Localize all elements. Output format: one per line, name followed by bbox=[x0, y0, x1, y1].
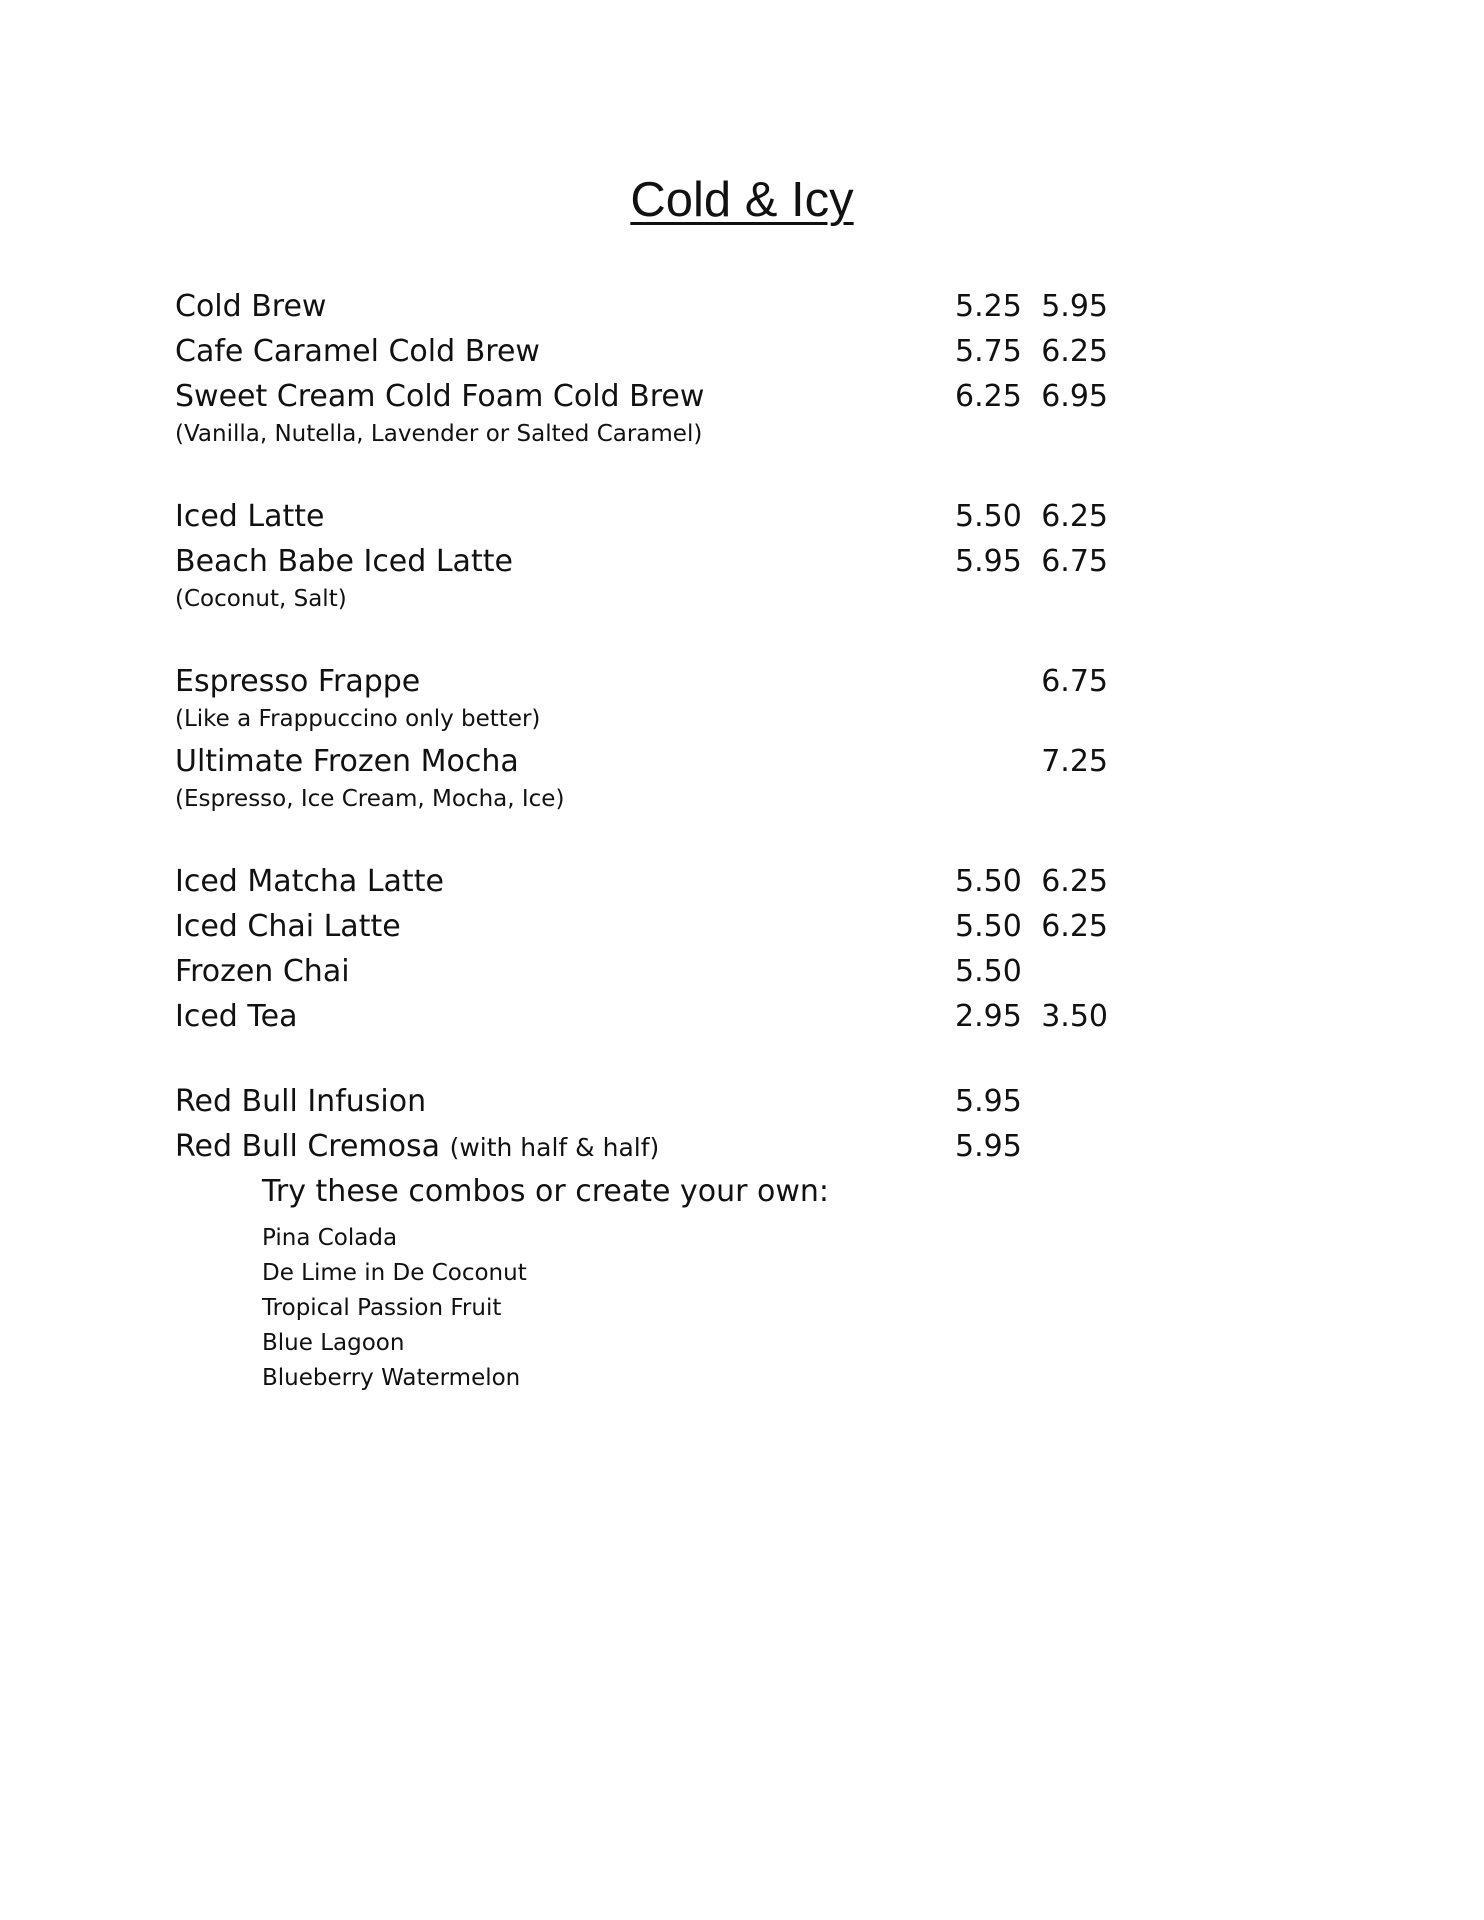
menu-item bbox=[175, 994, 1175, 1039]
combo-item: De Lime in De Coconut bbox=[262, 1260, 527, 1286]
price-small: 5.50 bbox=[955, 864, 1022, 899]
page-title: Cold & Icy bbox=[630, 173, 854, 227]
item-name: Sweet Cream Cold Foam Cold Brew bbox=[175, 379, 705, 414]
price-small: 5.50 bbox=[955, 954, 1022, 989]
price-small: 5.95 bbox=[955, 1084, 1022, 1119]
price-large: 6.75 bbox=[1041, 544, 1108, 579]
combos-heading: Try these combos or create your own: bbox=[262, 1174, 830, 1209]
combo-item: Blue Lagoon bbox=[262, 1330, 405, 1356]
group-spacer bbox=[175, 1039, 1175, 1079]
item-name: Cafe Caramel Cold Brew bbox=[175, 334, 540, 369]
item-name: Espresso Frappe bbox=[175, 664, 421, 699]
price-large: 5.95 bbox=[1041, 289, 1108, 324]
menu-item bbox=[175, 374, 1175, 419]
item-name: Iced Chai Latte bbox=[175, 909, 401, 944]
item-name: Iced Tea bbox=[175, 999, 298, 1034]
item-name: Frozen Chai bbox=[175, 954, 350, 989]
price-small: 5.50 bbox=[955, 499, 1022, 534]
price-small: 5.75 bbox=[955, 334, 1022, 369]
combos-section bbox=[262, 1169, 1175, 1396]
item-name: Iced Matcha Latte bbox=[175, 864, 444, 899]
price-large: 6.25 bbox=[1041, 499, 1108, 534]
menu-item bbox=[175, 1079, 1175, 1124]
group-spacer bbox=[175, 819, 1175, 859]
item-description: (Vanilla, Nutella, Lavender or Salted Caramel) bbox=[175, 421, 703, 447]
item-name: Iced Latte bbox=[175, 499, 325, 534]
price-small: 5.95 bbox=[955, 1129, 1022, 1164]
menu-item bbox=[175, 329, 1175, 374]
price-small: 6.25 bbox=[955, 379, 1022, 414]
combo-item: Pina Colada bbox=[262, 1225, 398, 1251]
price-large: 6.95 bbox=[1041, 379, 1108, 414]
menu-item bbox=[175, 739, 1175, 784]
combo-item: Tropical Passion Fruit bbox=[262, 1295, 502, 1321]
menu-list bbox=[175, 284, 1175, 1396]
item-name: Beach Babe Iced Latte bbox=[175, 544, 513, 579]
menu-item bbox=[175, 284, 1175, 329]
menu-item bbox=[175, 949, 1175, 994]
price-large: 6.25 bbox=[1041, 909, 1108, 944]
price-small: 2.95 bbox=[955, 999, 1022, 1034]
item-name: Red Bull Cremosa bbox=[175, 1129, 441, 1164]
menu-item bbox=[175, 859, 1175, 904]
item-description: (Like a Frappuccino only better) bbox=[175, 706, 541, 732]
menu-item bbox=[175, 539, 1175, 584]
price-large: 6.75 bbox=[1041, 664, 1108, 699]
price-large: 7.25 bbox=[1041, 744, 1108, 779]
group-spacer bbox=[175, 454, 1175, 494]
combo-item: Blueberry Watermelon bbox=[262, 1365, 521, 1391]
price-large: 6.25 bbox=[1041, 864, 1108, 899]
menu-item bbox=[175, 494, 1175, 539]
price-small: 5.25 bbox=[955, 289, 1022, 324]
item-name: Cold Brew bbox=[175, 289, 327, 324]
price-large: 6.25 bbox=[1041, 334, 1108, 369]
item-description: (Espresso, Ice Cream, Mocha, Ice) bbox=[175, 786, 565, 812]
menu-item bbox=[175, 904, 1175, 949]
item-description: (Coconut, Salt) bbox=[175, 586, 347, 612]
price-small: 5.95 bbox=[955, 544, 1022, 579]
group-spacer bbox=[175, 619, 1175, 659]
menu-item bbox=[175, 1124, 1175, 1169]
price-small: 5.50 bbox=[955, 909, 1022, 944]
item-name: Red Bull Infusion bbox=[175, 1084, 427, 1119]
item-name: Ultimate Frozen Mocha bbox=[175, 744, 519, 779]
price-large: 3.50 bbox=[1041, 999, 1108, 1034]
item-note: (with half & half) bbox=[449, 1133, 660, 1162]
menu-item bbox=[175, 659, 1175, 704]
item-name-wrapper bbox=[175, 1124, 659, 1170]
